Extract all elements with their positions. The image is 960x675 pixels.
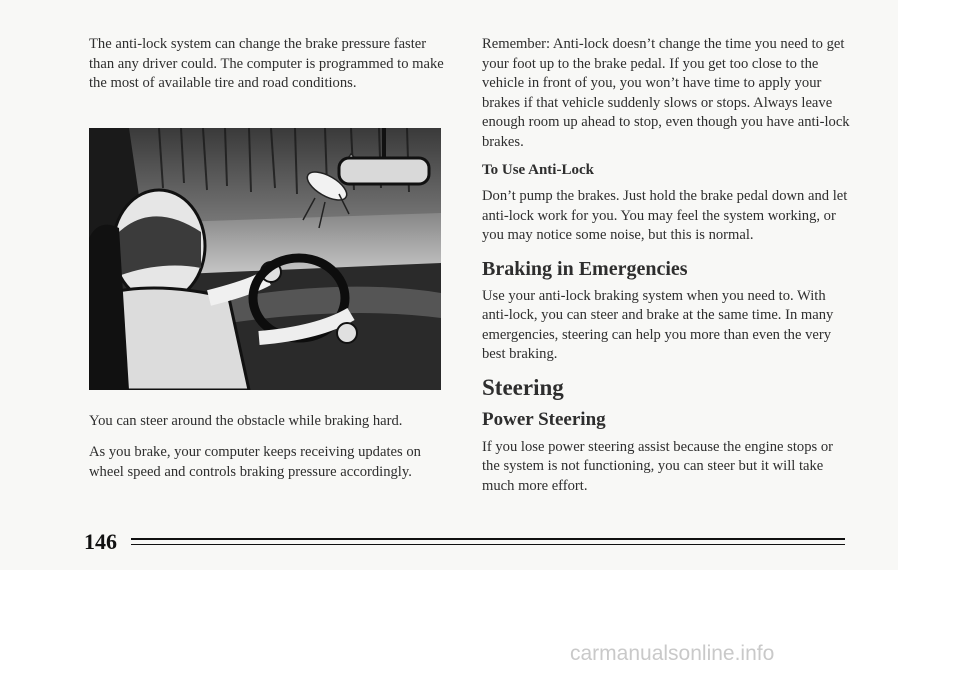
after-caption-column xyxy=(89,443,454,482)
braking-in-emergencies-paragraph: Use your anti-lock braking system when you need to. With anti-lock, you can steer and brake at the same time. In many emergencies, steering can help you more than even the very best braking. xyxy=(482,287,834,362)
power-steering-heading: Power Steering xyxy=(482,408,606,430)
left-column xyxy=(89,35,454,94)
after-caption-paragraph: As you brake, your computer keeps receiving updates on wheel speed and controls braking pressure accordingly. xyxy=(89,444,421,480)
braking-in-emergencies-heading: Braking in Emergencies xyxy=(482,257,688,280)
to-use-anti-lock-paragraph: Don’t pump the brakes. Just hold the brake pedal down and let anti-lock work for you. You may feel the system working, or you may notice some noise, but this is normal. xyxy=(482,188,848,243)
remember-paragraph: Remember: Anti-lock doesn’t change the time you need to get your foot up to the brake pedal. If you get too close to the vehicle in front of you, you won’t have time to apply your brakes if that vehicle suddenly slows or stops. Always leave enough room up ahead to stop, even though you have anti-lock brakes. xyxy=(482,36,850,150)
steering-heading: Steering xyxy=(482,374,564,400)
footer-rule-thin xyxy=(131,544,845,545)
intro-paragraph: The anti-lock system can change the brake pressure faster than any driver could. The computer is programmed to make the most of available tire and road conditions. xyxy=(89,36,444,91)
driver-braking-drawing xyxy=(89,128,441,390)
footer-rule-thick xyxy=(131,538,845,540)
page-number: 146 xyxy=(84,529,117,554)
illustration-caption: You can steer around the obstacle while braking hard. xyxy=(89,413,403,429)
power-steering-paragraph: If you lose power steering assist because the engine stops or the system is not functioning, you can steer but it will take much more effort. xyxy=(482,438,833,494)
to-use-anti-lock-heading: To Use Anti-Lock xyxy=(482,162,594,178)
caption-column xyxy=(89,412,454,432)
driver-illustration xyxy=(89,128,441,390)
right-column xyxy=(482,35,852,496)
watermark-text: carmanualsonline.info xyxy=(570,642,775,665)
